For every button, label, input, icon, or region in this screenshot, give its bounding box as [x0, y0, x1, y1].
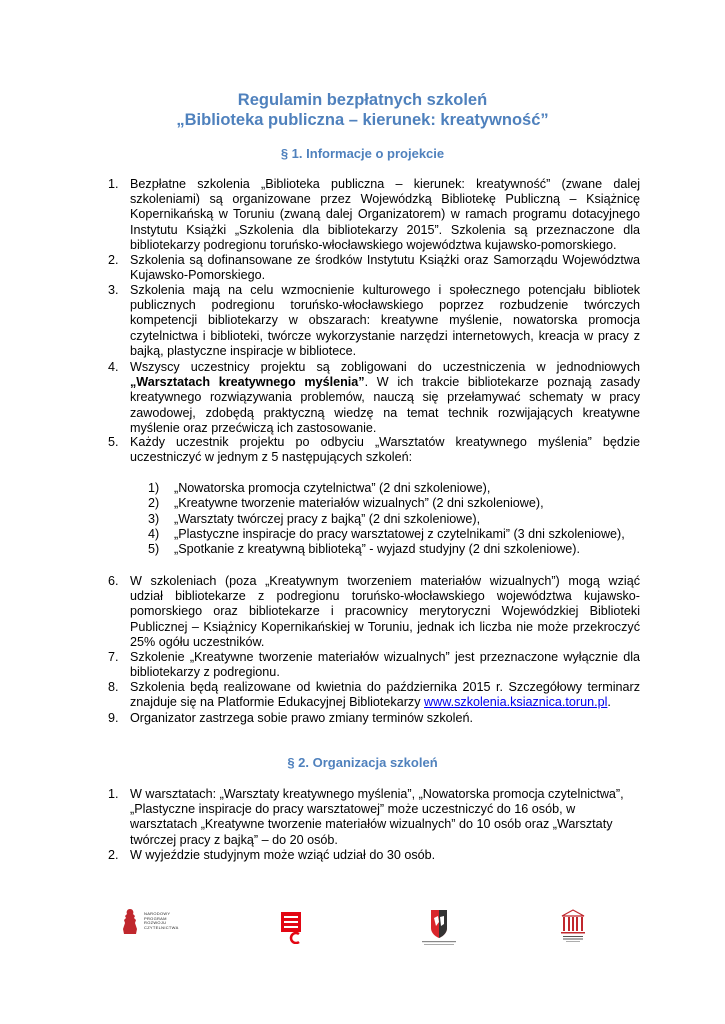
text-line: czytelnictwa i biblioteki, twórcze wykorzystanie narzędzi internetowych, kreacja w pracy z [130, 328, 640, 343]
text-line: Kujawsko-Pomorskiego. [130, 268, 266, 283]
text-line: Kopernikańską w Toruniu (zwaną dalej Organizatorem) w ramach programu dotacyjnego [130, 207, 640, 222]
document-title-line-1: Regulamin bezpłatnych szkoleń [237, 91, 488, 109]
npr-emblem-icon [120, 907, 140, 937]
list-text [130, 711, 640, 726]
sub-list-number: 4) [148, 527, 160, 541]
text-line: pomorskiego oraz bibliotekarze i pracownicy merytoryczni Wojewódzkiej Biblioteki [130, 604, 640, 619]
coat-of-arms-icon [418, 908, 460, 948]
text-line: Szkolenia są dofinansowane ze środków Instytutu Książki oraz Samorządu Województwa [130, 253, 640, 267]
list-number: 9. [108, 711, 119, 725]
list-number: 1. [108, 787, 119, 801]
text-line: W szkoleniach (poza „Kreatywnym tworzeniem materiałów wizualnych”) mogą wziąć [130, 574, 640, 588]
text-line: kompetencji bibliotekarzy w obszarach: kreatywne myślenie, nowatorska promocja [130, 313, 640, 328]
text-line: szkoleniami) są organizowane przez Wojewódzką Bibliotekę Publiczną – Książnicę [130, 192, 640, 207]
npr-logo [120, 904, 190, 940]
sub-list-item [148, 512, 480, 527]
list-number: 1. [108, 177, 119, 191]
sub-list-text: „Plastyczne inspiracje do pracy warsztatowej z czytelnikami” (3 dni szkoleniowe), [174, 527, 625, 541]
text-line: bibliotekarzy podregionu toruńsko-włocławskiego województwa kujawsko-pomorskiego. [130, 237, 617, 252]
list-text [130, 435, 640, 465]
text-line: Szkolenie „Kreatywne tworzenie materiałów wizualnych” jest przeznaczone wyłącznie dla [130, 650, 640, 664]
list-number: 8. [108, 680, 119, 694]
sub-list-item [148, 527, 625, 542]
text-line: bibliotekarzy z podregionu. [130, 665, 280, 680]
sub-list-number: 2) [148, 496, 160, 510]
text-line [130, 695, 640, 710]
text-line: myślenie oraz przećwiczą ich zastosowanie. [130, 420, 377, 435]
list-text [130, 283, 640, 359]
document-title-line-2: „Biblioteka publiczna – kierunek: kreatywność” [176, 111, 549, 129]
list-text [130, 253, 640, 283]
text-line: Szkolenia mają na celu wzmocnienie kulturowego i społecznego potencjału bibliotek [130, 283, 640, 297]
section-2-heading: § 2. Organizacja szkoleń [287, 755, 438, 770]
instytut-ksiazki-logo [281, 912, 303, 942]
sub-list-item [148, 496, 544, 511]
text-line: warsztatach „Kreatywne tworzenie materiałów wizualnych” do 10 osób oraz „Warsztaty [130, 817, 613, 832]
list-text [130, 680, 640, 710]
text-line: Organizator zastrzega sobie prawo zmiany terminów szkoleń. [130, 711, 473, 725]
sub-list-text: „Kreatywne tworzenie materiałów wizualnych” (2 dni szkoleniowe), [174, 496, 544, 510]
list-text [130, 848, 640, 863]
sub-list-text: „Warsztaty twórczej pracy z bajką” (2 dni szkoleniowe), [174, 512, 481, 526]
list-number: 5. [108, 435, 119, 449]
text-line: W warsztatach: „Warsztaty kreatywnego myślenia”, „Nowatorska promocja czytelnictwa”, [130, 787, 624, 801]
text-line: 25% ogółu uczestników. [130, 634, 265, 649]
sub-list-item [148, 542, 580, 557]
text-line: W wyjeździe studyjnym może wziąć udział do 30 osób. [130, 848, 436, 862]
text-line: publicznych podregionu toruńsko-włocławskiego poprzez rozbudzenie twórczych [130, 298, 640, 313]
npr-logo-text: NARODOWY PROGRAM ROZWOJU CZYTELNICTWA [144, 911, 179, 930]
list-text [130, 787, 640, 848]
text-line: Bezpłatne szkolenia „Biblioteka publiczna – kierunek: kreatywność” (zwane dalej [130, 177, 640, 191]
sub-list-number: 5) [148, 542, 160, 556]
sub-list-item [148, 481, 490, 496]
sub-list-number: 3) [148, 512, 160, 526]
list-text [130, 574, 640, 650]
ksiaznica-building-icon [560, 908, 586, 946]
section-1-heading: § 1. Informacje o projekcie [280, 146, 445, 161]
bold-text: „Warsztatach kreatywnego myślenia” [130, 375, 365, 390]
text-line: Instytutu Książki „Szkolenia dla bibliotekarzy 2015”. Szkolenia są przeznaczone dla [130, 222, 640, 237]
list-text [130, 177, 640, 253]
instytut-ksiazki-icon [281, 912, 303, 944]
text-line: „Plastyczne inspiracje do pracy warsztatowej” może uczestniczyć do 16 osób, w [130, 802, 576, 817]
list-number: 3. [108, 283, 119, 297]
wojewodztwo-logo [418, 908, 460, 946]
sub-list-text: „Nowatorska promocja czytelnictwa” (2 dni szkoleniowe), [174, 481, 491, 495]
text-line [130, 375, 640, 390]
list-number: 4. [108, 360, 119, 374]
sponsor-logos [0, 900, 725, 960]
text-line: uczestniczyć w jednym z 5 następujących szkoleń: [130, 450, 413, 465]
text-line: Każdy uczestnik projektu po odbyciu „Warsztatów kreatywnego myślenia” będzie [130, 435, 640, 449]
text-line: Wszyscy uczestnicy projektu są zobligowani do uczestniczenia w jednodniowych [130, 360, 640, 374]
text-line: Szkolenia będą realizowane od kwietnia do października 2015 r. Szczegółowy terminarz [130, 680, 640, 694]
text-fragment: . [607, 695, 611, 710]
text-line: kreatywnego rozwiązywania problemów, nauczą się przełamywać schematy w pracy [130, 390, 640, 405]
list-number: 6. [108, 574, 119, 588]
platform-link[interactable]: www.szkolenia.ksiaznica.torun.pl [424, 695, 608, 710]
list-number: 7. [108, 650, 119, 664]
text-line: udział bibliotekarze z podregionu toruńsko-włocławskiego województwa kujawsko- [130, 589, 640, 604]
text-line: twórczej pracy z bajką” – do 20 osób. [130, 832, 338, 847]
text-line: zawodowej, zdobędą praktyczną wiedzę na temat technik rozwijających kreatywne [130, 405, 640, 420]
text-fragment: znajduje się na Platformie Edukacyjnej Bibliotekarzy [130, 695, 425, 710]
list-number: 2. [108, 253, 119, 267]
text-line: bajką, plastyczne inspiracje w bibliotece. [130, 343, 357, 358]
sub-list-text: „Spotkanie z kreatywną biblioteką” - wyjazd studyjny (2 dni szkoleniowe). [174, 542, 580, 556]
text-line: Publicznej – Książnicy Kopernikańskiej w Toruniu, jednak ich liczba nie może przekroczyć [130, 619, 640, 634]
ksiaznica-logo [560, 908, 586, 944]
list-text [130, 650, 640, 680]
text-fragment: . W ich trakcie bibliotekarze poznają zasady [364, 375, 640, 390]
sub-list-number: 1) [148, 481, 160, 495]
list-number: 2. [108, 848, 119, 862]
list-text [130, 360, 640, 436]
